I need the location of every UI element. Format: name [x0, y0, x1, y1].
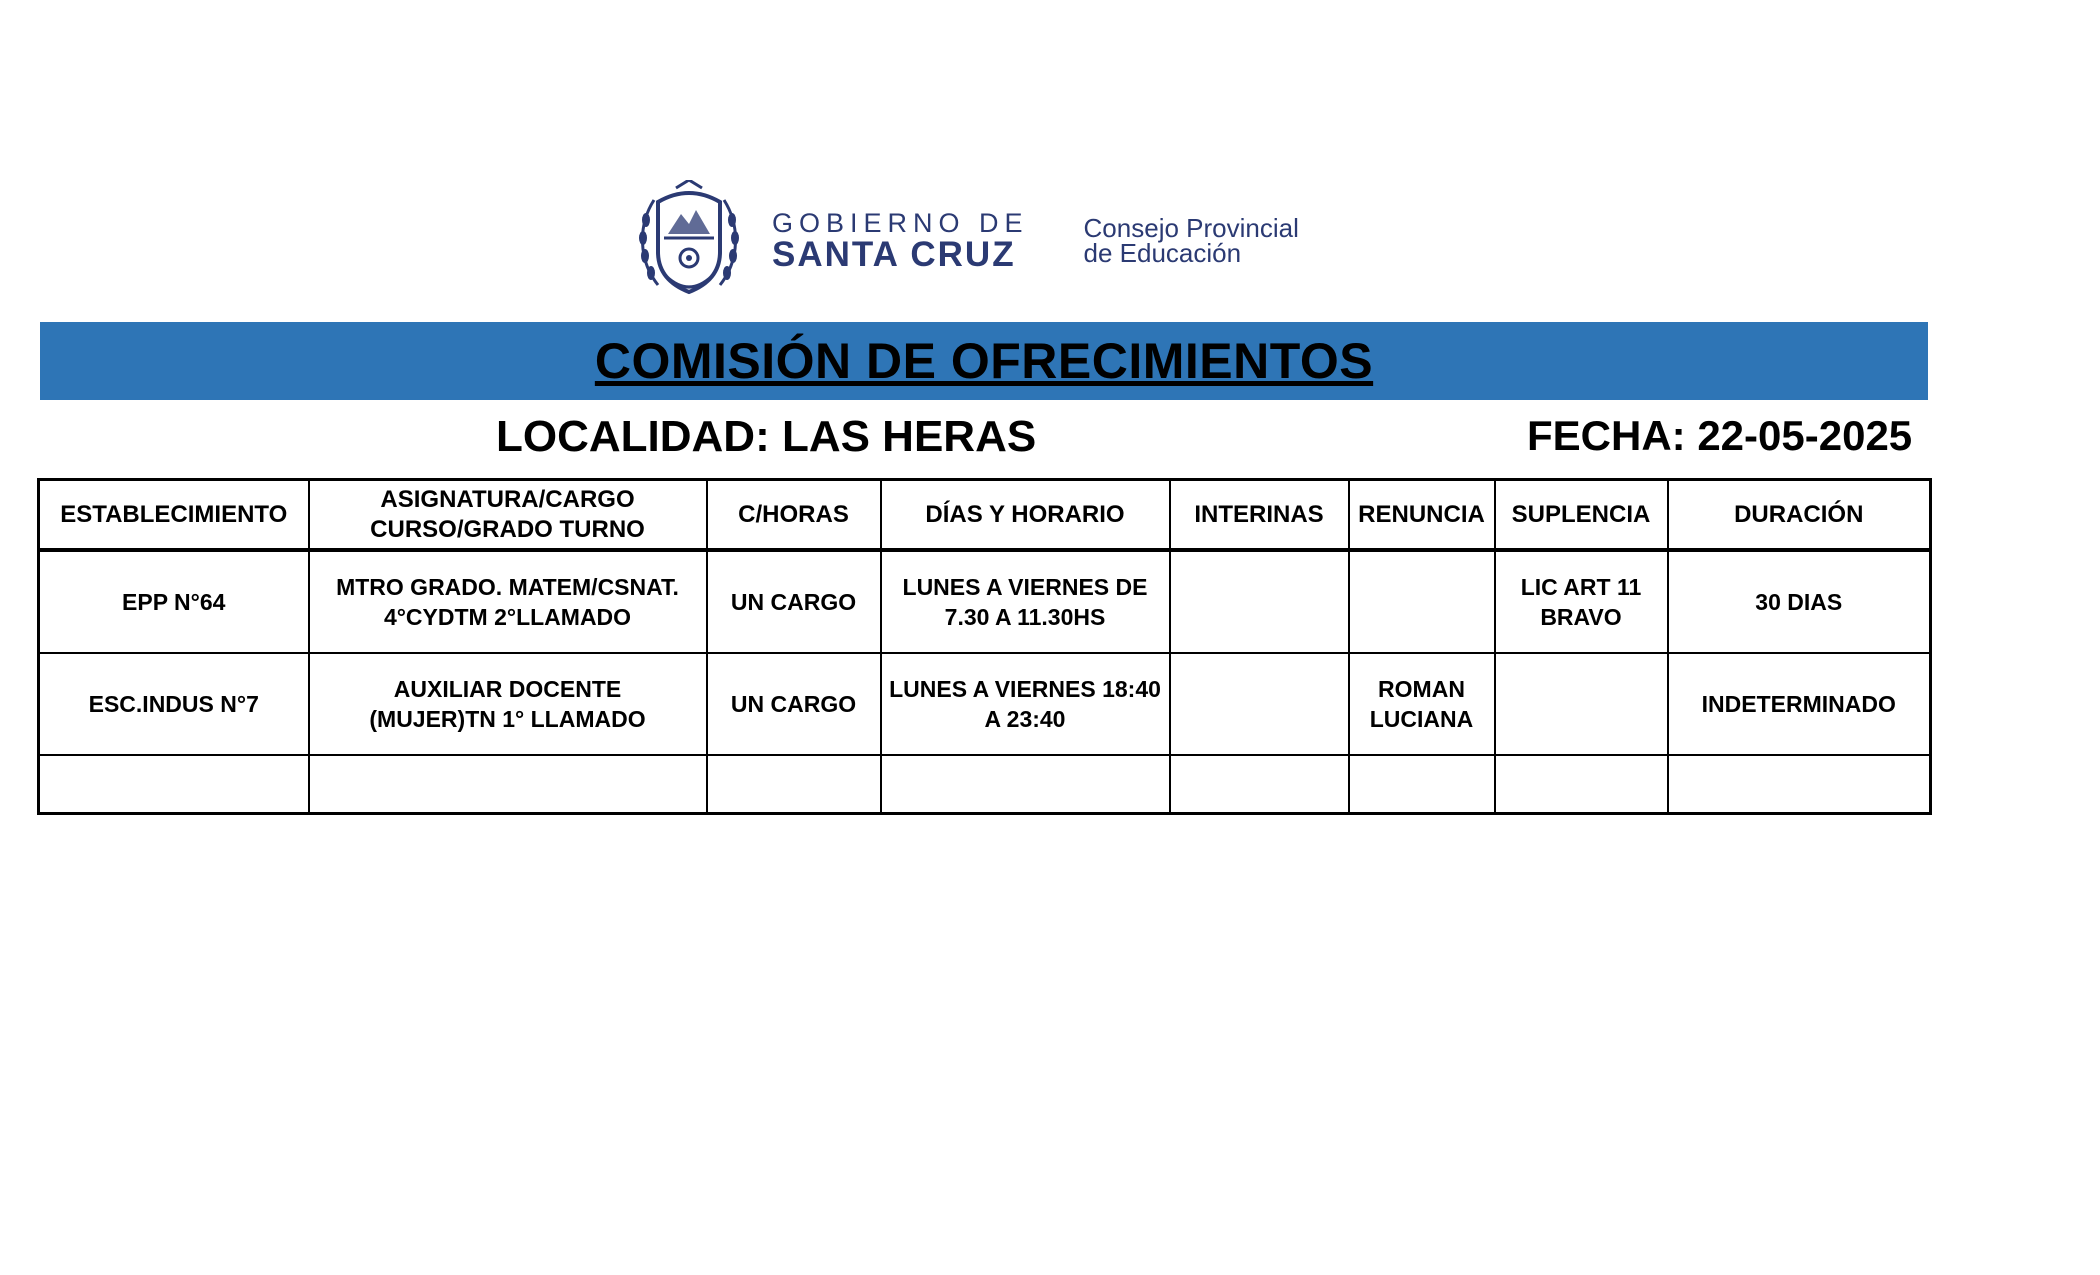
cell-duracion: INDETERMINADO [1668, 653, 1931, 755]
gobierno-santa-cruz-wordmark [772, 209, 1029, 273]
empty-cell [1170, 755, 1349, 814]
cell-asignatura-line-1: AUXILIAR DOCENTE [393, 676, 622, 702]
cell-suplencia-line-2: BRAVO [1540, 604, 1622, 630]
header-asignatura-line-1: ASIGNATURA/CARGO [380, 485, 635, 513]
empty-cell [1495, 755, 1668, 814]
santa-cruz-label: SANTA CRUZ [772, 234, 1016, 274]
offers-table [37, 478, 1932, 815]
cell-c-horas: UN CARGO [707, 653, 881, 755]
empty-cell [881, 755, 1170, 814]
cell-interinas [1170, 653, 1349, 755]
cell-asignatura-line-1: MTRO GRADO. MATEM/CSNAT. [336, 574, 679, 600]
table-row [39, 550, 1931, 653]
cell-dias-line-1: LUNES A VIERNES DE [902, 574, 1148, 600]
cell-dias-line-2: 7.30 A 11.30HS [944, 604, 1106, 630]
empty-table-row [39, 755, 1931, 814]
cell-renuncia [1349, 653, 1495, 755]
header-c-horas: C/HORAS [707, 480, 881, 551]
empty-cell [707, 755, 881, 814]
consejo-line-1: Consejo Provincial [1083, 212, 1299, 243]
cell-renuncia-line-1: ROMAN [1378, 676, 1465, 702]
consejo-line-2: de Educación [1083, 237, 1242, 268]
cell-dias-horario [881, 653, 1170, 755]
fecha-label: FECHA: 22-05-2025 [1527, 412, 1913, 459]
cell-establecimiento: EPP N°64 [39, 550, 309, 653]
cell-asignatura [309, 550, 707, 653]
empty-cell [1349, 755, 1495, 814]
cell-asignatura-line-2: (MUJER)TN 1° LLAMADO [369, 706, 646, 732]
empty-cell [1668, 755, 1931, 814]
header-renuncia: RENUNCIA [1349, 480, 1495, 551]
table-row [39, 653, 1931, 755]
cell-dias-line-1: LUNES A VIERNES 18:40 [889, 676, 1161, 702]
localidad-label: LOCALIDAD: LAS HERAS [496, 412, 1037, 461]
cell-dias-line-2: A 23:40 [984, 706, 1066, 732]
header-interinas: INTERINAS [1170, 480, 1349, 551]
cell-asignatura [309, 653, 707, 755]
header-asignatura [309, 480, 707, 551]
cell-suplencia-line-1: LIC ART 11 [1520, 574, 1642, 600]
empty-cell [39, 755, 309, 814]
cell-suplencia [1495, 550, 1668, 653]
consejo-provincial-wordmark [1083, 212, 1299, 268]
santa-cruz-seal-icon [636, 180, 742, 302]
title-banner [40, 322, 1928, 400]
table-header-row [39, 480, 1931, 551]
header-suplencia: SUPLENCIA [1495, 480, 1668, 551]
header-dias-horario: DÍAS Y HORARIO [881, 480, 1170, 551]
cell-c-horas: UN CARGO [707, 550, 881, 653]
empty-cell [309, 755, 707, 814]
cell-establecimiento: ESC.INDUS N°7 [39, 653, 309, 755]
header-logo [636, 178, 1299, 303]
cell-interinas [1170, 550, 1349, 653]
page-title: COMISIÓN DE OFRECIMIENTOS [594, 333, 1374, 389]
cell-renuncia [1349, 550, 1495, 653]
header-asignatura-line-2: CURSO/GRADO TURNO [370, 515, 645, 543]
cell-renuncia-line-2: LUCIANA [1369, 706, 1474, 732]
cell-asignatura-line-2: 4°CYDTM 2°LLAMADO [383, 604, 632, 630]
header-duracion: DURACIÓN [1668, 480, 1931, 551]
gobierno-label: GOBIERNO DE [772, 207, 1029, 238]
cell-duracion: 30 DIAS [1668, 550, 1931, 653]
cell-dias-horario [881, 550, 1170, 653]
cell-suplencia [1495, 653, 1668, 755]
header-establecimiento: ESTABLECIMIENTO [39, 480, 309, 551]
